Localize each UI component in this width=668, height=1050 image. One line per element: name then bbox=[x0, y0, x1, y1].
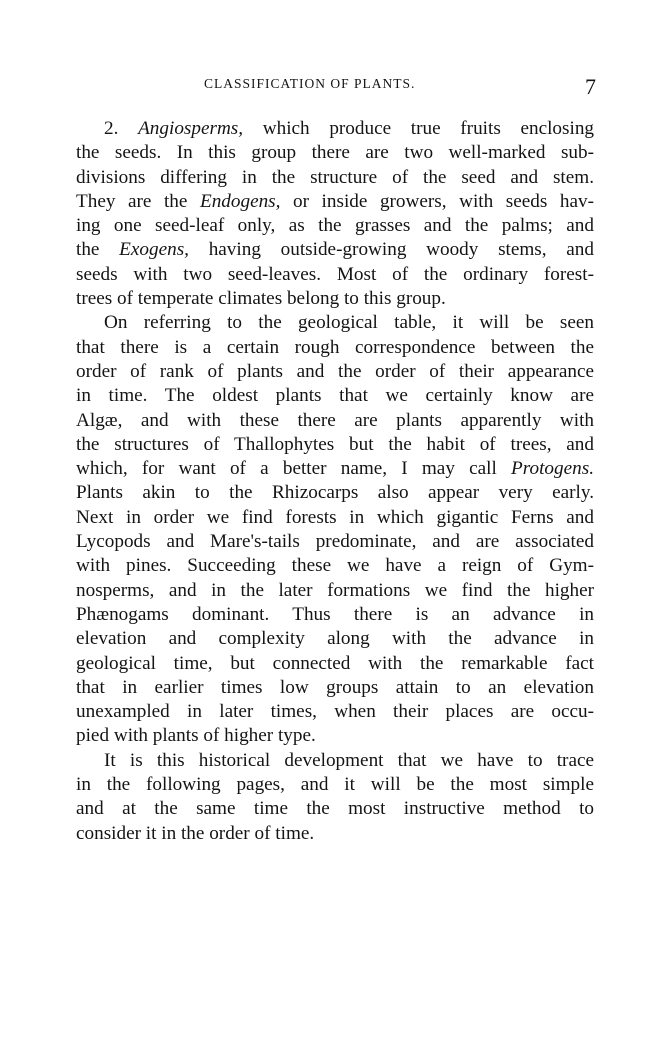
paragraph bbox=[76, 117, 594, 311]
text-line bbox=[76, 141, 594, 165]
text-line bbox=[76, 554, 594, 578]
text-segment: pied with plants of higher type. bbox=[76, 725, 316, 747]
text-line bbox=[76, 481, 594, 505]
text-segment: On referring to the geological table, it will be seen bbox=[104, 312, 594, 334]
text-line bbox=[76, 287, 594, 311]
text-line bbox=[76, 166, 594, 190]
text-line bbox=[76, 822, 594, 846]
text-segment: the bbox=[76, 239, 120, 261]
text-segment: It is this historical development that we have to trace bbox=[104, 749, 594, 771]
text-segment: ing one seed-leaf only, as the grasses and the palms; and bbox=[76, 215, 594, 237]
text-line bbox=[76, 238, 594, 262]
text-segment: Algæ, and with these there are plants apparently with bbox=[76, 409, 594, 431]
text-segment: Phænogams dominant. Thus there is an advance in bbox=[76, 603, 594, 625]
paragraph bbox=[76, 749, 594, 846]
text-segment: seeds with two seed-leaves. Most of the ordinary forest- bbox=[76, 263, 594, 285]
text-segment: geological time, but connected with the remarkable fact bbox=[76, 652, 594, 674]
text-segment: the structures of Thallophytes but the habit of trees, and bbox=[76, 433, 594, 455]
text-segment: or inside growers, with seeds hav- bbox=[280, 190, 594, 212]
text-line bbox=[76, 190, 594, 214]
text-line bbox=[76, 724, 594, 748]
text-segment: consider it in the order of time. bbox=[76, 822, 315, 844]
text-line bbox=[76, 652, 594, 676]
text-segment: and at the same time the most instructive method to bbox=[76, 798, 594, 820]
text-segment: that there is a certain rough correspondence between the bbox=[76, 336, 594, 358]
text-line bbox=[76, 627, 594, 651]
text-segment: elevation and complexity along with the advance in bbox=[76, 628, 594, 650]
text-line bbox=[76, 409, 594, 433]
text-segment: nosperms, and in the later formations we find the higher bbox=[76, 579, 594, 601]
text-line bbox=[76, 530, 594, 554]
text-line bbox=[76, 336, 594, 360]
text-segment: that in earlier times low groups attain to an elevation bbox=[76, 676, 594, 698]
text-segment: Lycopods and Mare's-tails predominate, and are associated bbox=[76, 531, 594, 553]
text-line bbox=[76, 676, 594, 700]
text-line bbox=[76, 700, 594, 724]
text-line bbox=[76, 773, 594, 797]
text-line bbox=[76, 311, 594, 335]
text-segment: They are the bbox=[76, 190, 200, 212]
text-line bbox=[76, 749, 594, 773]
text-segment: in time. The oldest plants that we certainly know are bbox=[76, 385, 594, 407]
italic-term: Exogens, bbox=[119, 239, 189, 261]
paragraph bbox=[76, 311, 594, 748]
text-line bbox=[76, 360, 594, 384]
text-line bbox=[76, 457, 594, 481]
text-segment: the seeds. In this group there are two well-marked sub- bbox=[76, 142, 594, 164]
text-segment: trees of temperate climates belong to this group. bbox=[76, 288, 446, 310]
italic-term: Angiosperms, bbox=[138, 118, 244, 139]
text-segment: 2. bbox=[104, 118, 139, 139]
text-segment: which produce true fruits enclosing bbox=[243, 118, 595, 139]
italic-term: Endogens, bbox=[199, 190, 281, 212]
text-segment: in the following pages, and it will be the most simple bbox=[76, 774, 594, 796]
text-line bbox=[76, 263, 594, 287]
running-title: CLASSIFICATION OF PLANTS. bbox=[204, 76, 416, 91]
text-line bbox=[76, 433, 594, 457]
running-head bbox=[76, 74, 596, 100]
text-segment: having outside-growing woody stems, and bbox=[188, 239, 594, 261]
text-segment: order of rank of plants and the order of their appearance bbox=[76, 360, 594, 382]
text-line bbox=[76, 214, 594, 238]
text-line bbox=[76, 506, 594, 530]
text-line bbox=[76, 603, 594, 627]
text-segment: Plants akin to the Rhizocarps also appear very early. bbox=[76, 482, 594, 504]
page-number: 7 bbox=[585, 74, 596, 99]
text-segment: unexampled in later times, when their places are occu- bbox=[76, 701, 594, 723]
text-line bbox=[76, 117, 594, 141]
text-segment: with pines. Succeeding these we have a reign of Gym- bbox=[76, 555, 594, 577]
text-segment: which, for want of a better name, I may call bbox=[76, 458, 512, 480]
text-line bbox=[76, 384, 594, 408]
body-text bbox=[76, 117, 594, 846]
text-segment: Next in order we find forests in which gigantic Ferns and bbox=[76, 506, 594, 528]
text-line bbox=[76, 797, 594, 821]
text-line bbox=[76, 579, 594, 603]
text-segment: divisions differing in the structure of the seed and stem. bbox=[76, 166, 594, 188]
italic-term: Protogens. bbox=[511, 458, 594, 480]
